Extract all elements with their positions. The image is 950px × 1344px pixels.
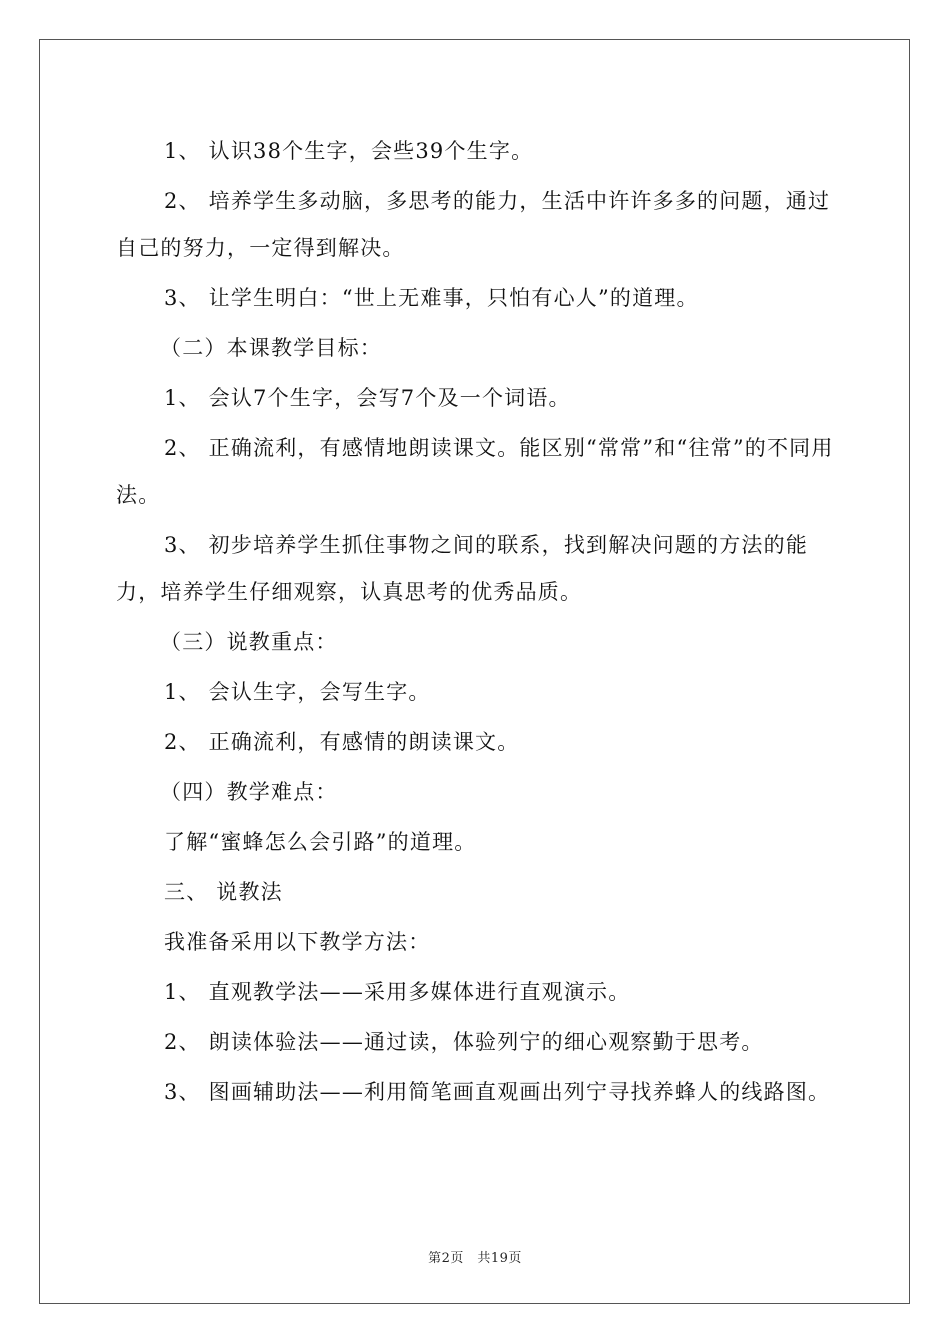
section-heading: （三）说教重点： <box>160 630 338 654</box>
paragraph: 2、 正确流利，有感情地朗读课文。能区别“常常”和“往常”的不同用法。 <box>116 436 834 507</box>
paragraph: 1、 认识38个生字，会些39个生字。 <box>164 139 534 163</box>
paragraph: 2、 朗读体验法——通过读，体验列宁的细心观察勤于思考。 <box>164 1030 764 1054</box>
paragraph: 我准备采用以下教学方法： <box>164 930 431 954</box>
paragraph: 1、 会认7个生字，会写7个及一个词语。 <box>164 386 571 410</box>
paragraph: 3、 让学生明白：“世上无难事，只怕有心人”的道理。 <box>164 286 699 310</box>
paragraph: 3、 图画辅助法——利用简笔画直观画出列宁寻找养蜂人的线路图。 <box>164 1080 831 1104</box>
paragraph: 2、 正确流利，有感情的朗读课文。 <box>164 730 520 754</box>
paragraph: 了解“蜜蜂怎么会引路”的道理。 <box>164 830 477 854</box>
paragraph: 1、 直观教学法——采用多媒体进行直观演示。 <box>164 980 631 1004</box>
section-heading: 三、 说教法 <box>164 880 283 904</box>
paragraph: 2、 培养学生多动脑，多思考的能力，生活中许许多多的问题，通过自己的努力，一定得到解决。 <box>116 189 831 260</box>
section-heading: （二）本课教学目标： <box>160 336 382 360</box>
page-number-footer: 第2页 共19页 <box>428 1251 522 1266</box>
paragraph: 3、 初步培养学生抓住事物之间的联系，找到解决问题的方法的能力，培养学生仔细观察，认真思考的优秀品质。 <box>116 533 809 604</box>
paragraph: 1、 会认生字，会写生字。 <box>164 680 431 704</box>
document-body <box>116 128 836 1119</box>
section-heading: （四）教学难点： <box>160 780 338 804</box>
